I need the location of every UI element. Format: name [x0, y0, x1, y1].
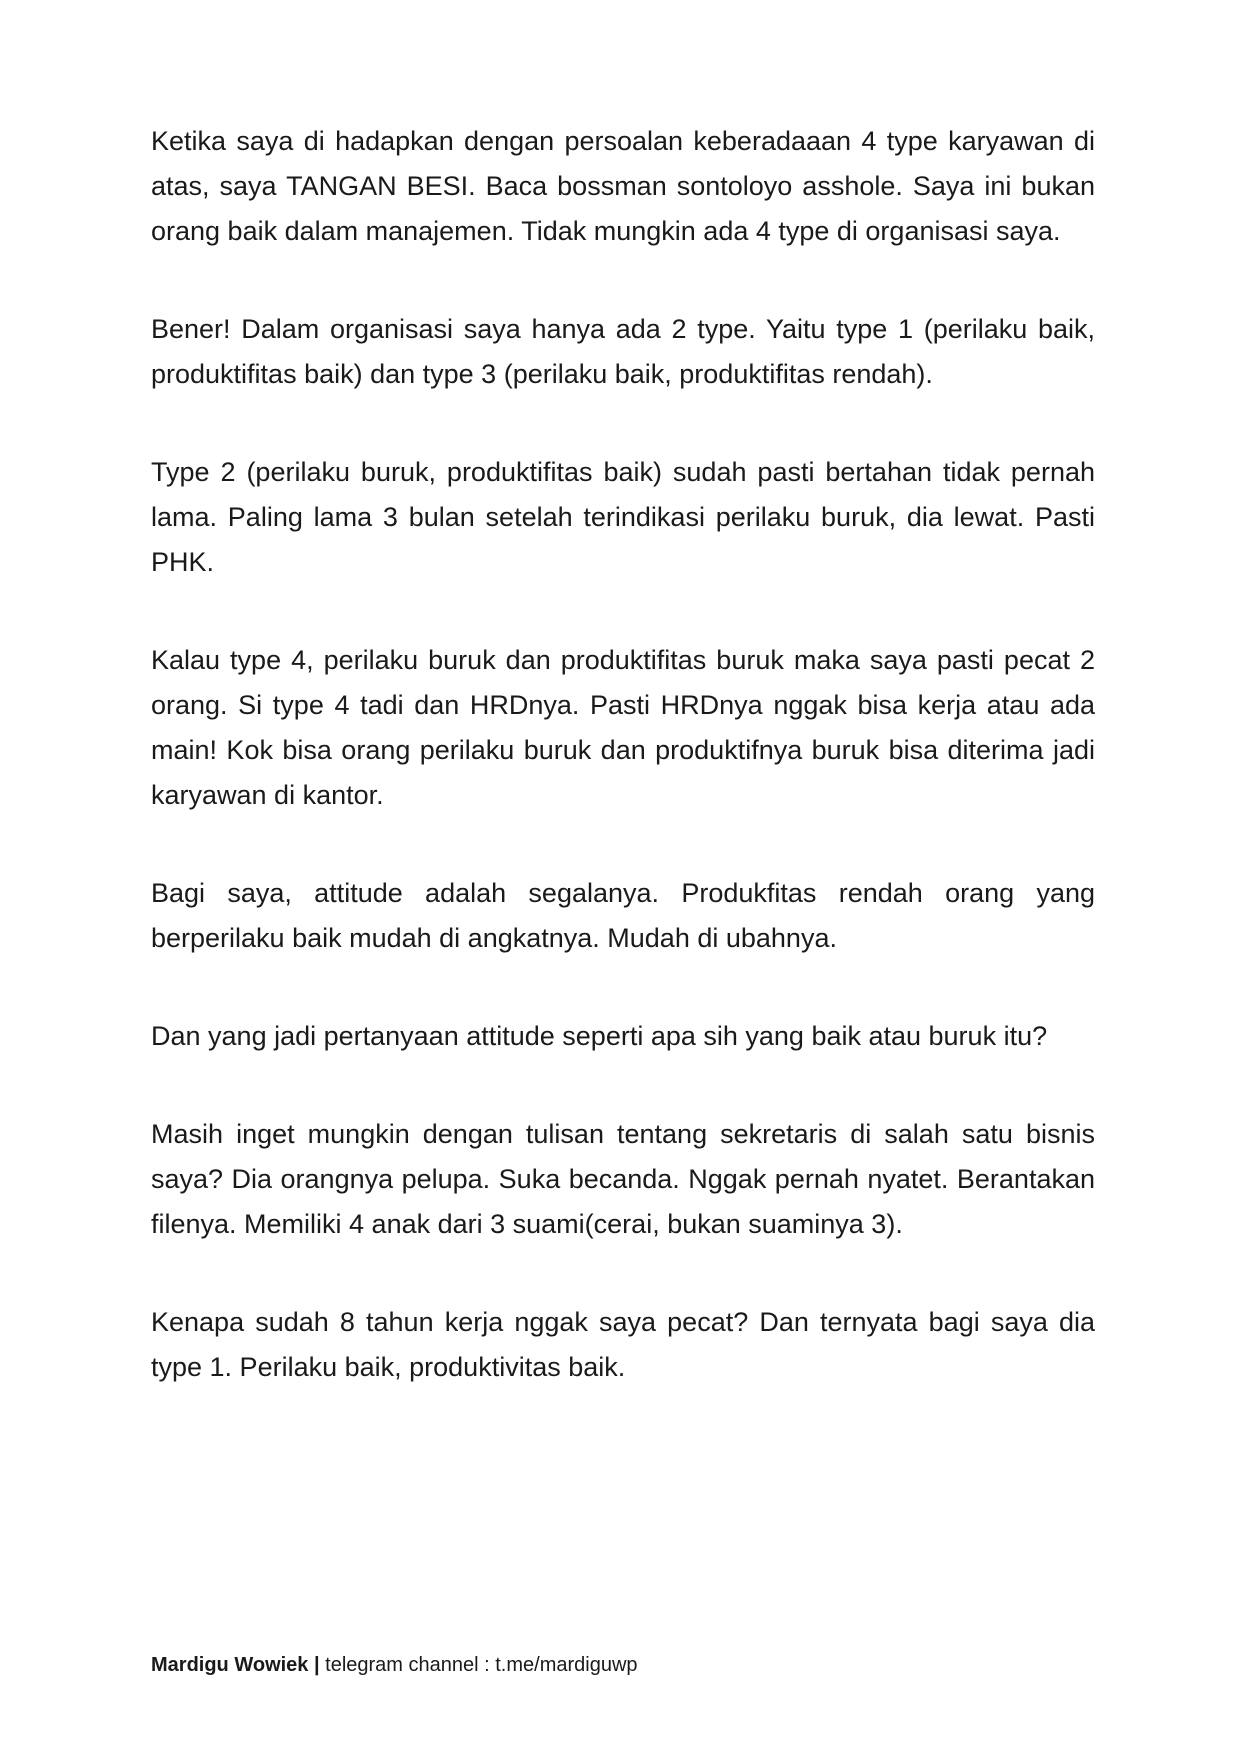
paragraph-7: Masih inget mungkin dengan tulisan tentang sekretaris di salah satu bisnis saya? Dia orangnya pelupa. Suka becanda. Nggak pernah nyatet. Berantakan filenya. Memiliki 4 anak dari 3 suami(cerai, bukan suaminya 3).	[151, 1119, 1095, 1239]
document-body	[151, 119, 1095, 1443]
paragraph-1: Ketika saya di hadapkan dengan persoalan keberadaaan 4 type karyawan di atas, saya TANGAN BESI. Baca bossman sontoloyo asshole. Saya ini bukan orang baik dalam manajemen. Tidak mungkin ada 4 type di organisasi saya.	[151, 126, 1095, 246]
paragraph-3: Type 2 (perilaku buruk, produktifitas baik) sudah pasti bertahan tidak pernah lama. Paling lama 3 bulan setelah terindikasi perilaku buruk, dia lewat. Pasti PHK.	[151, 457, 1095, 577]
paragraph-8: Kenapa sudah 8 tahun kerja nggak saya pecat? Dan ternyata bagi saya dia type 1. Perilaku baik, produktivitas baik.	[151, 1307, 1095, 1382]
footer-separator: |	[313, 1654, 320, 1676]
page-footer	[151, 1654, 638, 1677]
paragraph-6: Dan yang jadi pertanyaan attitude seperti apa sih yang baik atau buruk itu?	[151, 1021, 1048, 1051]
paragraph-4: Kalau type 4, perilaku buruk dan produktifitas buruk maka saya pasti pecat 2 orang. Si type 4 tadi dan HRDnya. Pasti HRDnya nggak bisa kerja atau ada main! Kok bisa orang perilaku buruk dan produktifnya buruk bisa diterima jadi karyawan di kantor.	[151, 645, 1095, 810]
footer-author: Mardigu Wowiek	[151, 1654, 309, 1676]
footer-channel: telegram channel : t.me/mardiguwp	[325, 1654, 638, 1676]
paragraph-2: Bener! Dalam organisasi saya hanya ada 2 type. Yaitu type 1 (perilaku baik, produktifitas baik) dan type 3 (perilaku baik, produktifitas rendah).	[151, 314, 1095, 389]
paragraph-5: Bagi saya, attitude adalah segalanya. Produkfitas rendah orang yang berperilaku baik mudah di angkatnya. Mudah di ubahnya.	[151, 878, 1095, 953]
